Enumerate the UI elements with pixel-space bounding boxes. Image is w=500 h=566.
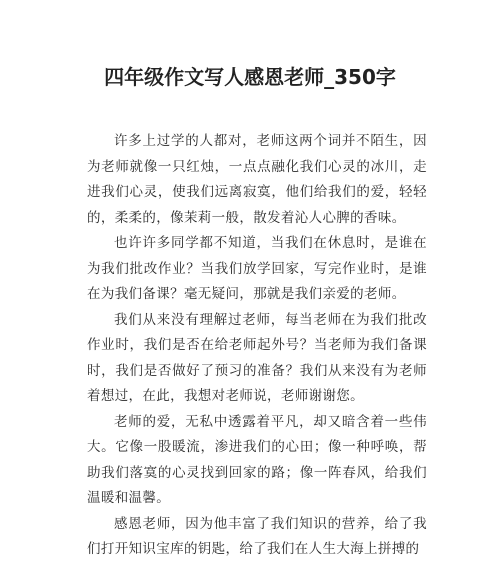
paragraph-3: 我们从来没有理解过老师，每当老师在为我们批改作业时，我们是否在给老师起外号？当老师为我们备课时，我们是否做好了预习的准备？我们从来没有为老师着想过，在此，我想对老师说，老师谢谢您。 (87, 311, 427, 404)
document-title: 四年级作文写人感恩老师_350字 (104, 65, 396, 89)
paragraph-1: 许多上过学的人都对，老师这两个词并不陌生，因为老师就像一只红烛，一点点融化我们心灵的冰川，走进我们心灵，使我们远离寂寞，他们给我们的爱，轻轻的，柔柔的，像茉莉一般，散发着沁人心脾的香味。 (87, 133, 427, 226)
paragraph-2: 也许许多同学都不知道，当我们在休息时，是谁在为我们批改作业？当我们放学回家，写完作业时，是谁在为我们备课？毫无疑问，那就是我们亲爱的老师。 (87, 235, 427, 302)
paragraph-4: 老师的爱，无私中透露着平凡，却又暗含着一些伟大。它像一股暖流，渗进我们的心田；像一种呼唤，帮助我们落寞的心灵找到回家的路；像一阵春风，给我们温暖和温馨。 (87, 413, 427, 506)
paragraph-5: 感恩老师，因为他丰富了我们知识的营养，给了我们打开知识宝库的钥匙，给了我们在人生大海上拼搏的 (87, 515, 427, 557)
document-body (87, 129, 427, 563)
